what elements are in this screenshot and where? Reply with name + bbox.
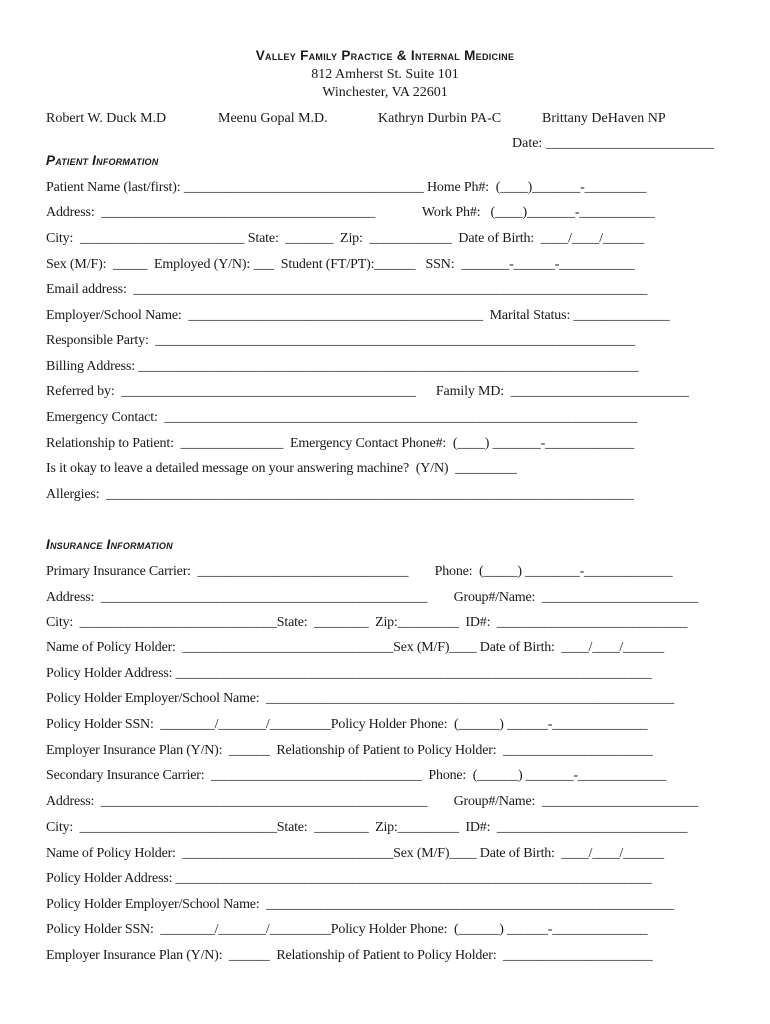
email-line[interactable]: Email address: ___________________________________________________________________________ — [46, 282, 648, 297]
primary-carrier-line[interactable]: Primary Insurance Carrier: _______________________________ Phone: (_____) ________-_____________ — [46, 564, 673, 579]
employer-line[interactable]: Employer/School Name: ___________________________________________ Marital Status: ______________ — [46, 308, 670, 323]
secondary-carrier-line[interactable]: Secondary Insurance Carrier: _______________________________ Phone: (______) _______-_____________ — [46, 768, 667, 783]
provider-3: Kathryn Durbin PA-C — [378, 111, 502, 126]
practice-name: Valley Family Practice & Internal Medicine — [255, 48, 515, 63]
secondary-holder-address-line[interactable]: Policy Holder Address: ______________________________________________________________________ — [46, 871, 652, 886]
primary-address-line[interactable]: Address: ________________________________________________ Group#/Name: _______________________ — [46, 590, 699, 605]
secondary-holder-employer-line[interactable]: Policy Holder Employer/School Name: ____________________________________________________________ — [46, 897, 675, 912]
patient-city-line[interactable]: City: ________________________ State: _______ Zip: ____________ Date of Birth: ____/____/______ — [46, 231, 645, 246]
relationship-line[interactable]: Relationship to Patient: _______________ Emergency Contact Phone#: (____) _______-_____________ — [46, 436, 635, 451]
responsible-party-line[interactable]: Responsible Party: ______________________________________________________________________ — [46, 333, 635, 348]
referred-by-line[interactable]: Referred by: ___________________________________________ Family MD: __________________________ — [46, 384, 689, 399]
emergency-contact-line[interactable]: Emergency Contact: _____________________________________________________________________ — [46, 410, 638, 425]
provider-1: Robert W. Duck M.D — [46, 111, 167, 126]
secondary-holder-name-line[interactable]: Name of Policy Holder: _______________________________Sex (M/F)____ Date of Birth: ____/____/______ — [46, 846, 664, 861]
provider-2: Meenu Gopal M.D. — [218, 111, 328, 126]
allergies-line[interactable]: Allergies: _____________________________________________________________________________ — [46, 487, 634, 502]
primary-employer-plan-line[interactable]: Employer Insurance Plan (Y/N): ______ Relationship of Patient to Policy Holder: ______________________ — [46, 743, 653, 758]
patient-address-line[interactable]: Address: ________________________________________ Work Ph#: (____)_______-___________ — [46, 205, 655, 220]
patient-information-heading: Patient Information — [46, 153, 159, 168]
primary-holder-ssn-line[interactable]: Policy Holder SSN: ________/_______/_________Policy Holder Phone: (______) ______-______________ — [46, 717, 648, 732]
patient-sex-line[interactable]: Sex (M/F): _____ Employed (Y/N): ___ Student (FT/PT):______ SSN: _______-______-___________ — [46, 257, 635, 272]
secondary-address-line[interactable]: Address: ________________________________________________ Group#/Name: _______________________ — [46, 794, 699, 809]
practice-address-line1: 812 Amherst St. Suite 101 — [311, 67, 459, 82]
secondary-employer-plan-line[interactable]: Employer Insurance Plan (Y/N): ______ Relationship of Patient to Policy Holder: ______________________ — [46, 948, 653, 963]
provider-4: Brittany DeHaven NP — [542, 111, 666, 126]
primary-holder-name-line[interactable]: Name of Policy Holder: _______________________________Sex (M/F)____ Date of Birth: ____/____/______ — [46, 640, 664, 655]
secondary-city-line[interactable]: City: _____________________________State: ________ Zip:_________ ID#: ____________________________ — [46, 820, 688, 835]
message-permission-line[interactable]: Is it okay to leave a detailed message on your answering machine? (Y/N) _________ — [46, 461, 517, 476]
primary-holder-address-line[interactable]: Policy Holder Address: ______________________________________________________________________ — [46, 666, 652, 681]
patient-name-line[interactable]: Patient Name (last/first): ___________________________________ Home Ph#: (____)_______-_________ — [46, 180, 647, 195]
practice-address-line2: Winchester, VA 22601 — [322, 85, 448, 100]
primary-holder-employer-line[interactable]: Policy Holder Employer/School Name: ____________________________________________________________ — [46, 691, 675, 706]
date-field[interactable]: Date: ________________________ — [512, 136, 714, 151]
primary-city-line[interactable]: City: _____________________________State: ________ Zip:_________ ID#: ____________________________ — [46, 615, 688, 630]
secondary-holder-ssn-line[interactable]: Policy Holder SSN: ________/_______/_________Policy Holder Phone: (______) ______-______________ — [46, 922, 648, 937]
insurance-information-heading: Insurance Information — [46, 537, 173, 552]
billing-address-line[interactable]: Billing Address: _________________________________________________________________________ — [46, 359, 639, 374]
